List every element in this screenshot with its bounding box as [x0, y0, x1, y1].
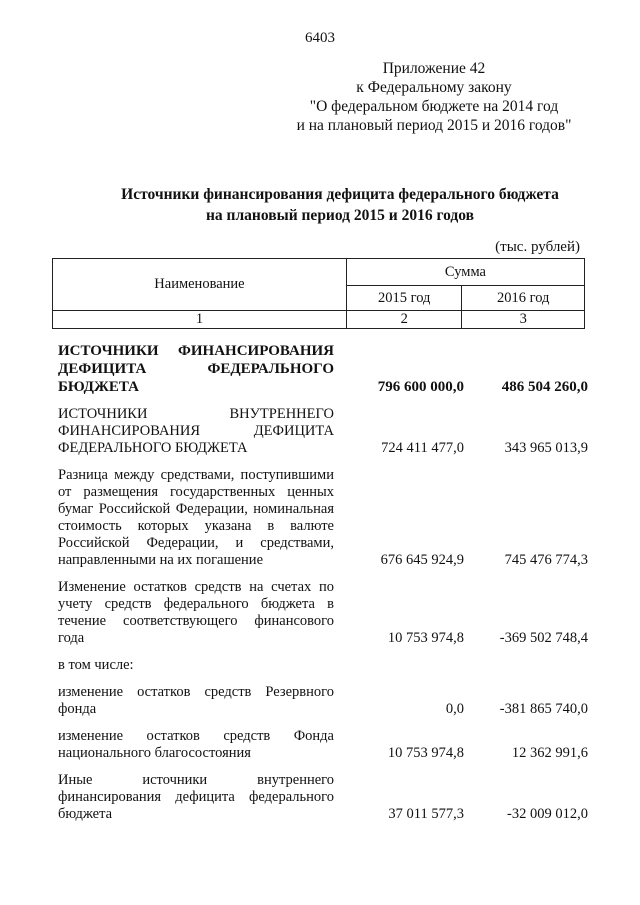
- row-value-2016: -32 009 012,0: [507, 806, 588, 822]
- row-value-2015: 37 011 577,3: [388, 806, 464, 822]
- table-row: [58, 467, 588, 569]
- header-name: Наименование: [53, 259, 347, 311]
- row-value-2016: 343 965 013,9: [504, 440, 588, 456]
- header-year-2016: 2016 год: [462, 286, 585, 311]
- row-value-2015: 10 753 974,8: [387, 630, 464, 646]
- row-value-2015: 10 753 974,8: [387, 745, 464, 761]
- title-line-1: Источники финансирования дефицита федерального бюджета: [121, 186, 559, 203]
- header-num-1: 1: [53, 311, 347, 329]
- header-num-3: 3: [462, 311, 585, 329]
- appendix-note: [284, 59, 584, 135]
- row-name: Разница между средствами, поступившими от размещения государственных ценных бумаг Российской Федерации, номинальная стоимость которых указана в валюте Российской Федерации, и средствами, направленными на их погашение: [58, 467, 334, 568]
- row-name: ИСТОЧНИКИ ВНУТРЕННЕГО ФИНАНСИРОВАНИЯ ДЕФИЦИТА ФЕДЕРАЛЬНОГО БЮДЖЕТА: [58, 406, 334, 456]
- unit-label: (тыс. рублей): [495, 239, 580, 255]
- header-num-2: 2: [346, 311, 462, 329]
- page-number: 6403: [305, 30, 335, 46]
- appendix-line-1: Приложение 42: [382, 60, 486, 77]
- row-name: в том числе:: [58, 657, 134, 673]
- title-line-2: на плановый период 2015 и 2016 годов: [206, 207, 474, 224]
- row-value-2016: -369 502 748,4: [499, 630, 588, 646]
- table-row: [58, 657, 588, 674]
- appendix-line-3: "О федеральном бюджете на 2014 год: [309, 98, 559, 115]
- appendix-line-4: и на плановый период 2015 и 2016 годов": [296, 117, 572, 134]
- table-header: [52, 258, 585, 329]
- appendix-line-2: к Федеральному закону: [356, 79, 512, 96]
- row-value-2015: 724 411 477,0: [381, 440, 464, 456]
- row-name: Изменение остатков средств на счетах по учету средств федерального бюджета в течение соответствующего финансового года: [58, 579, 334, 646]
- table-row: [58, 684, 588, 718]
- row-name: изменение остатков средств Резервного фонда: [58, 684, 334, 717]
- row-value-2015: 796 600 000,0: [377, 379, 464, 395]
- table-row: [58, 772, 588, 823]
- row-value-2016: -381 865 740,0: [499, 701, 588, 717]
- row-name: изменение остатков средств Фонда национального благосостояния: [58, 728, 334, 761]
- table-row: [58, 728, 588, 762]
- table-row: [58, 579, 588, 647]
- header-year-2015: 2015 год: [346, 286, 462, 311]
- table-row: [58, 406, 588, 457]
- row-value-2016: 745 476 774,3: [504, 552, 588, 568]
- document-title: [70, 184, 610, 226]
- row-name: Иные источники внутреннего финансирования дефицита федерального бюджета: [58, 772, 334, 822]
- row-value-2015: 0,0: [445, 701, 464, 717]
- table-row: [58, 342, 588, 396]
- row-value-2016: 12 362 991,6: [511, 745, 588, 761]
- row-value-2016: 486 504 260,0: [501, 379, 588, 395]
- row-name: ИСТОЧНИКИ ФИНАНСИРОВАНИЯ ДЕФИЦИТА ФЕДЕРАЛЬНОГО БЮДЖЕТА: [58, 343, 334, 395]
- row-value-2015: 676 645 924,9: [380, 552, 464, 568]
- header-sum: Сумма: [346, 259, 584, 286]
- table-body: [58, 342, 588, 833]
